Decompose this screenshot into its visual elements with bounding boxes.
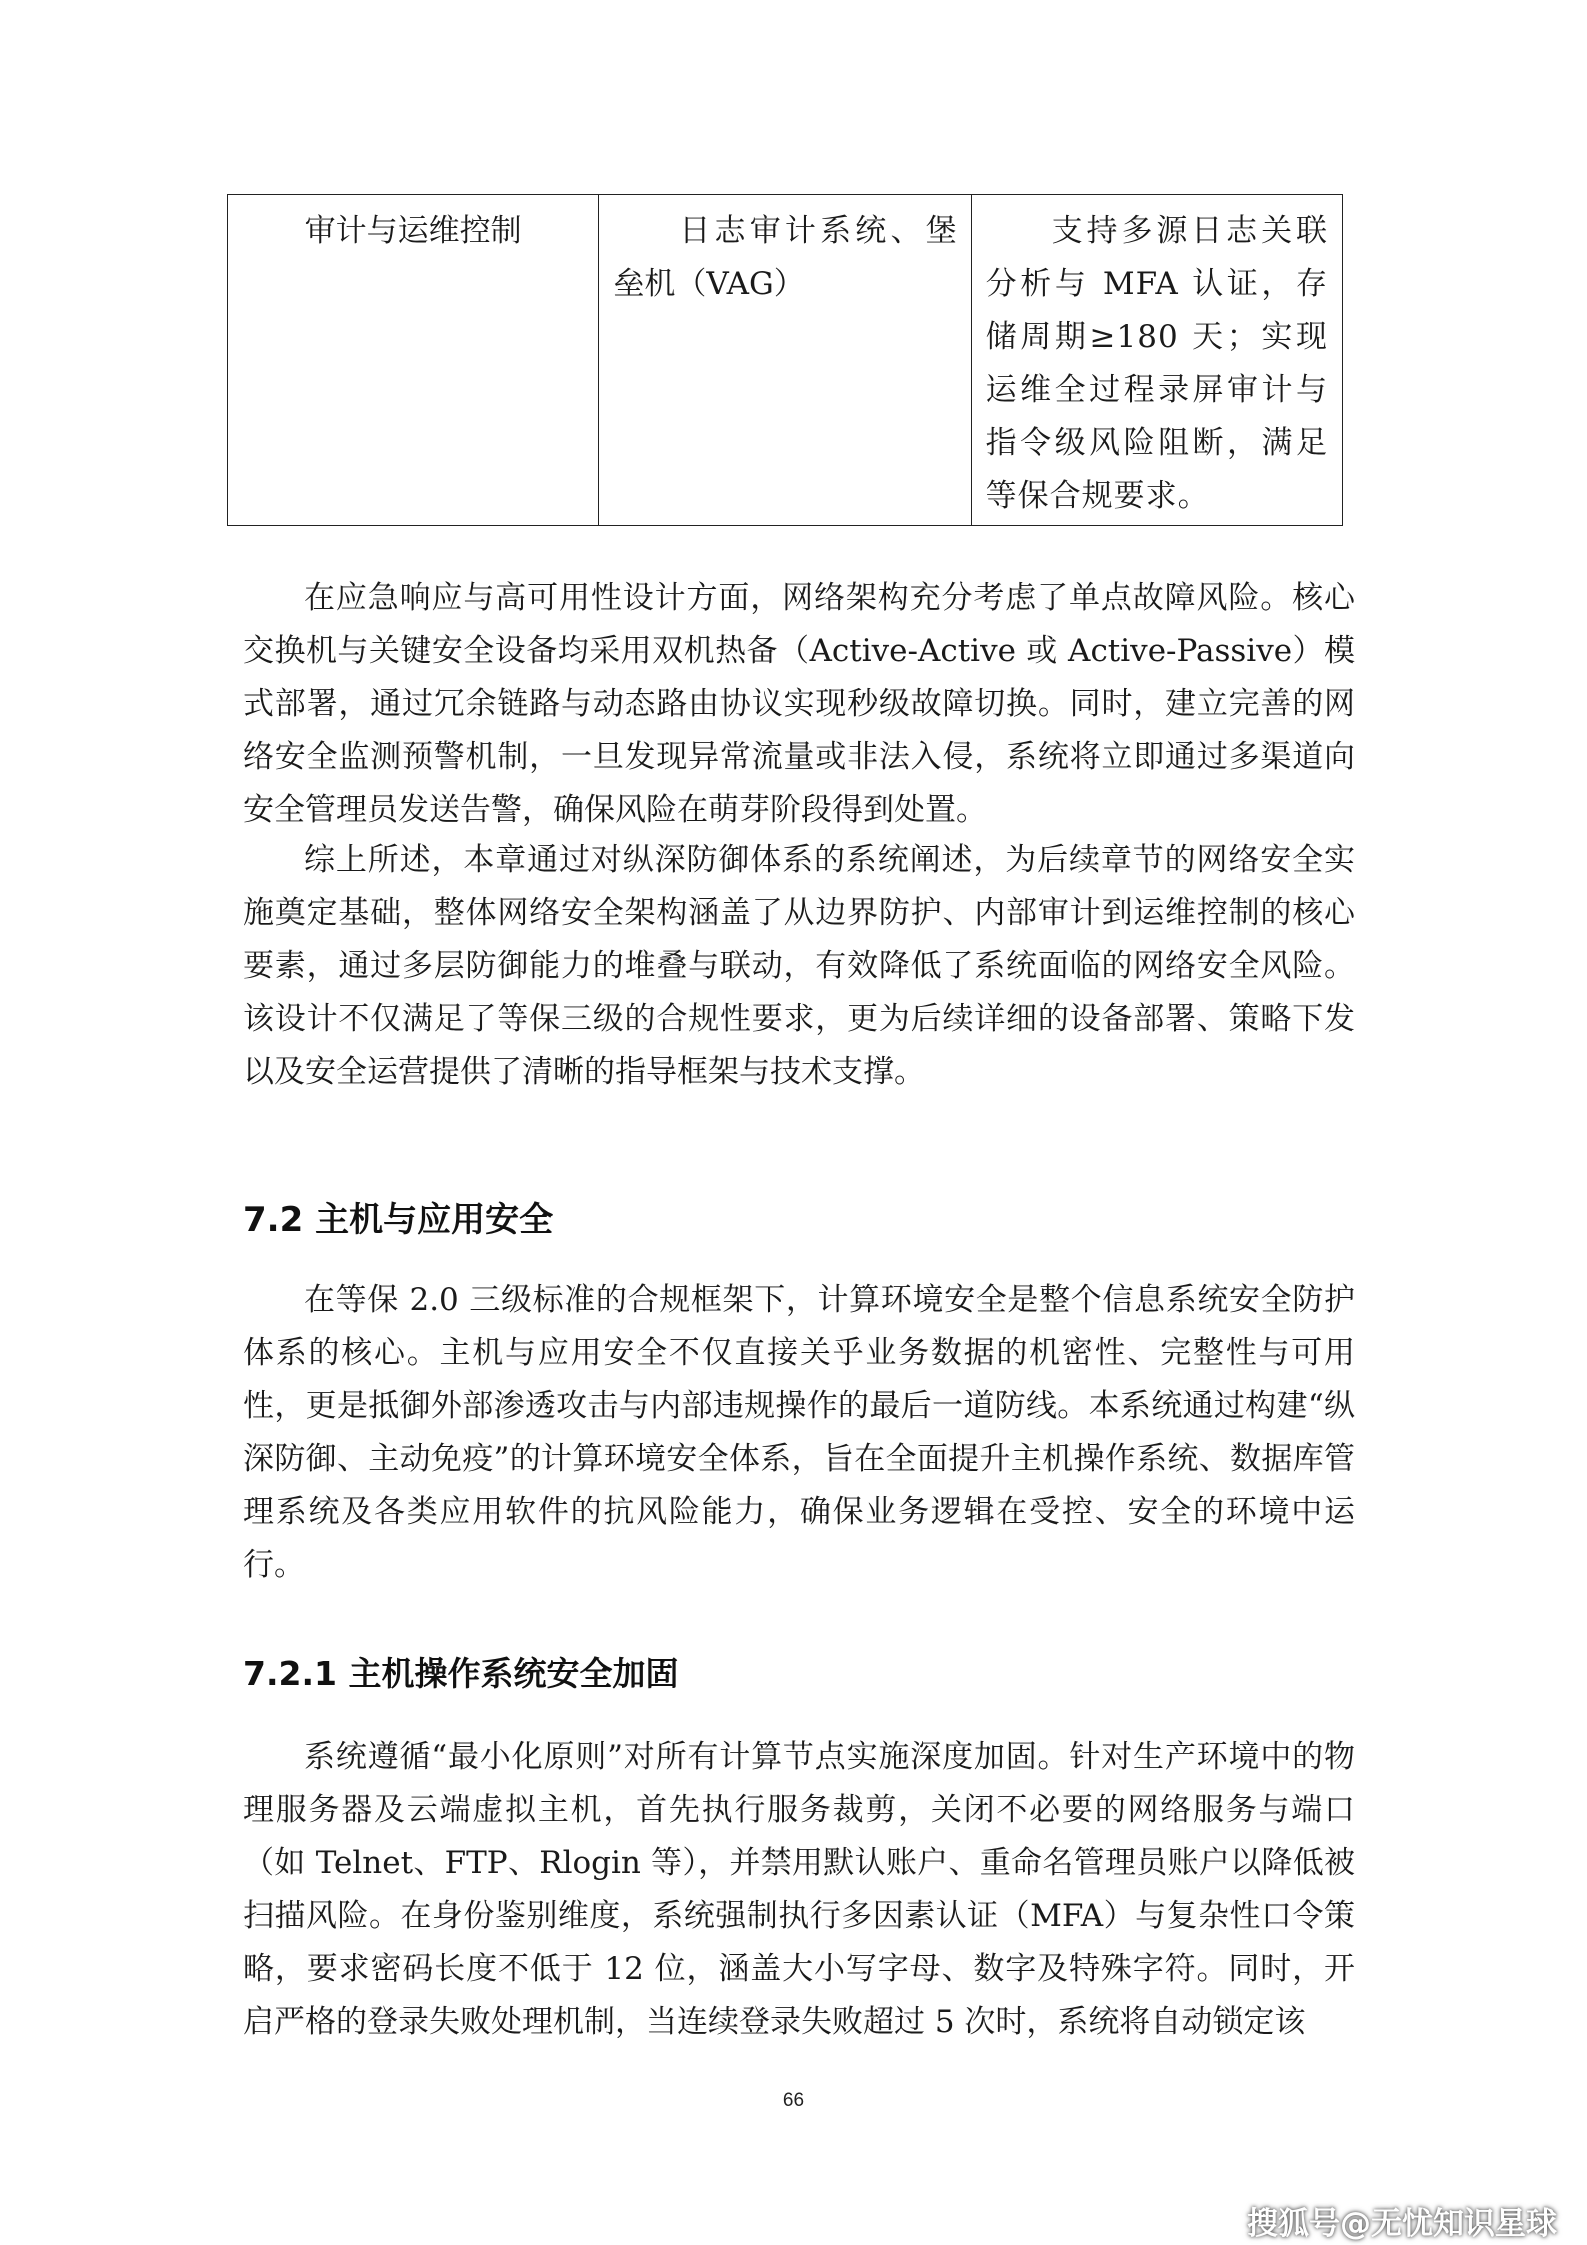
paragraph-compute-security: 在等保 2.0 三级标准的合规框架下，计算环境安全是整个信息系统安全防护体系的核心。主机与应用安全不仅直接关乎业务数据的机密性、完整性与可用性，更是抵御外部渗透攻击与内部违规操作的最后一道防线。本系统通过构建“纵深防御、主动免疫”的计算环境安全体系，旨在全面提升主机操作系统、数据库管理系统及各类应用软件的抗风险能力，确保业务逻辑在受控、安全的环境中运行。: [243, 1282, 1355, 1583]
paragraph-summary: 综上所述，本章通过对纵深防御体系的系统阐述，为后续章节的网络安全实施奠定基础，整体网络安全架构涵盖了从边界防护、内部审计到运维控制的核心要素，通过多层防御能力的堆叠与联动，有效降低了系统面临的网络安全风险。该设计不仅满足了等保三级的合规性要求，更为后续详细的设备部署、策略下发以及安全运营提供了清晰的指导框架与技术支撑。: [243, 842, 1355, 1090]
section-heading-7-2-1: 7.2.1 主机操作系统安全加固: [243, 1654, 679, 1693]
section-heading-7-2: 7.2 主机与应用安全: [243, 1200, 554, 1240]
page-number: 66: [782, 2090, 805, 2111]
paragraph-os-hardening: 系统遵循“最小化原则”对所有计算节点实施深度加固。针对生产环境中的物理服务器及云端虚拟主机，首先执行服务裁剪，关闭不必要的网络服务与端口（如 Telnet、FTP、Rlogin 等），并禁用默认账户、重命名管理员账户以降低被扫描风险。在身份鉴别维度，系统强制执行多因素认证（MFA）与复杂性口令策略，要求密码长度不低于 12 位，涵盖大小写字母、数字及特殊字符。同时，开启严格的登录失败处理机制，当连续登录失败超过 5 次时，系统将自动锁定该: [243, 1739, 1355, 2040]
paragraph-high-availability: 在应急响应与高可用性设计方面，网络架构充分考虑了单点故障风险。核心交换机与关键安全设备均采用双机热备（Active-Active 或 Active-Passive）模式部署，通过冗余链路与动态路由协议实现秒级故障切换。同时，建立完善的网络安全监测预警机制，一旦发现异常流量或非法入侵，系统将立即通过多渠道向安全管理员发送告警，确保风险在萌芽阶段得到处置。: [243, 580, 1355, 828]
watermark: 搜狐号@无忧知识星球: [1247, 2206, 1557, 2242]
table-row: [228, 195, 1343, 526]
security-spec-table: [227, 194, 1343, 526]
table-cell-description: 支持多源日志关联分析与 MFA 认证，存储周期≥180 天；实现运维全过程录屏审计与指令级风险阻断，满足等保合规要求。: [971, 195, 1342, 526]
table-cell-category: 审计与运维控制: [228, 195, 599, 526]
table-cell-products: 日志审计系统、堡垒机（VAG）: [599, 195, 971, 526]
